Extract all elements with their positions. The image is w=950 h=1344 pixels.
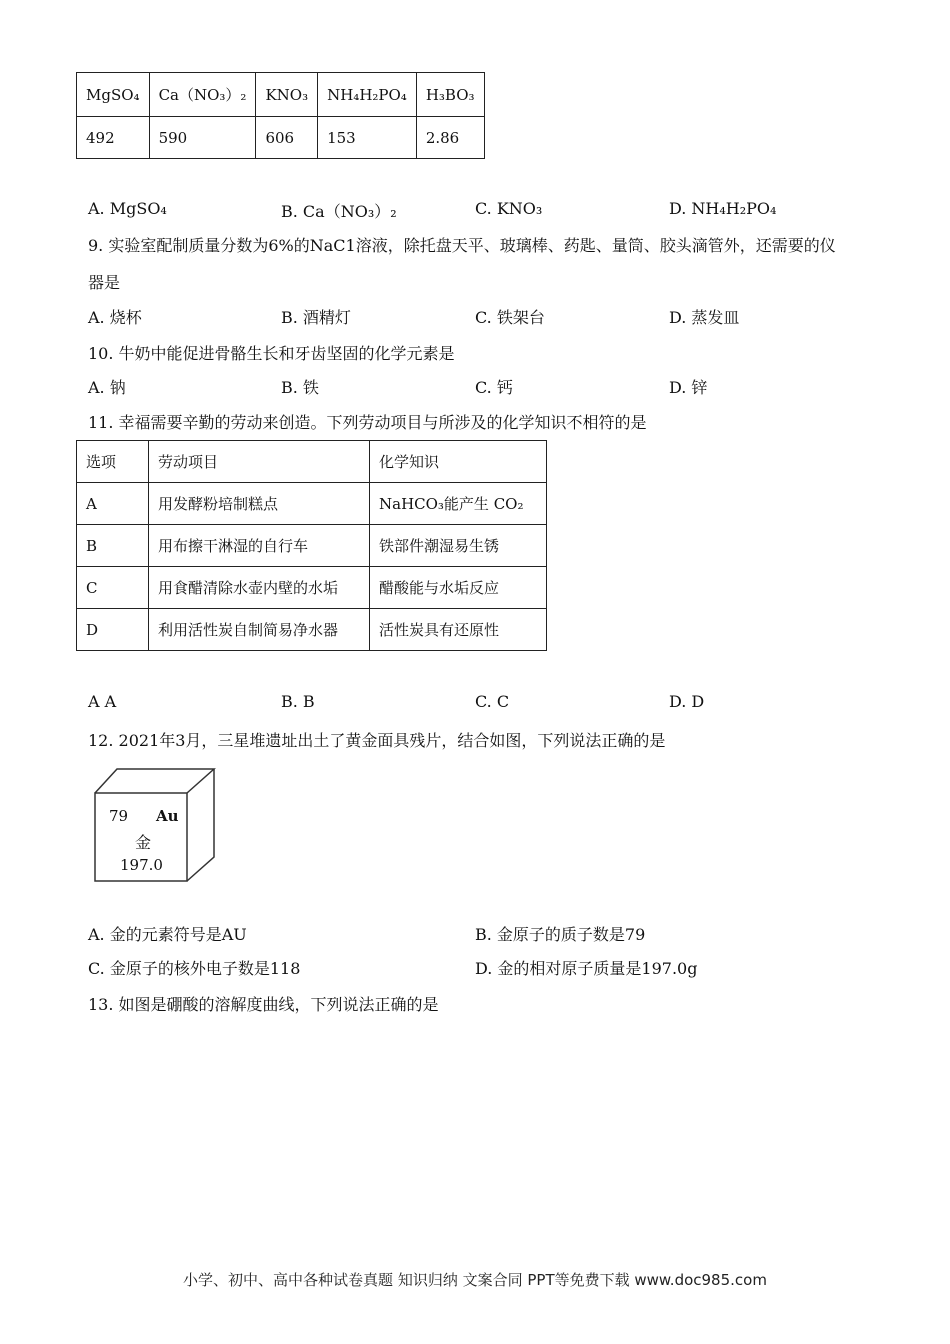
q10-option-b: B. 铁: [281, 378, 319, 397]
q9-stem-line2: 器是: [88, 273, 121, 292]
table-cell: 590: [149, 117, 256, 159]
table-header-cell: 化学知识: [370, 441, 547, 483]
q10-option-c: C. 钙: [475, 378, 513, 397]
table-cell: 用发酵粉培制糕点: [149, 483, 370, 525]
q9-stem-line1: 9. 实验室配制质量分数为6%的NaC1溶液，除托盘天平、玻璃棒、药匙、量筒、胶头滴管外，还需要的仪: [88, 236, 836, 255]
q12-option-d: D. 金的相对原子质量是197.0g: [475, 959, 698, 978]
page-footer: 小学、初中、高中各种试卷真题 知识归纳 文案合同 PPT等免费下载 www.doc985.com: [183, 1271, 767, 1289]
table-cell: 醋酸能与水垢反应: [370, 567, 547, 609]
q8-option-a: A. MgSO₄: [88, 199, 167, 218]
q10-stem: 10. 牛奶中能促进骨骼生长和牙齿坚固的化学元素是: [88, 344, 455, 363]
element-symbol: Au: [156, 807, 179, 825]
q12-option-a: A. 金的元素符号是AU: [88, 925, 247, 944]
q9-option-d: D. 蒸发皿: [669, 308, 740, 327]
table-cell: 606: [256, 117, 318, 159]
table-header-row: [77, 73, 485, 117]
table-header-cell: Ca（NO₃）₂: [149, 73, 256, 117]
table-header-cell: NH₄H₂PO₄: [318, 73, 417, 117]
q12-option-c: C. 金原子的核外电子数是118: [88, 959, 301, 978]
atomic-number: 79: [109, 807, 129, 825]
q10-option-a: A. 钠: [88, 378, 126, 397]
table-cell: C: [77, 567, 149, 609]
q8-option-c: C. KNO₃: [475, 199, 543, 218]
q9-option-c: C. 铁架台: [475, 308, 545, 327]
q11-option-d: D. D: [669, 692, 705, 711]
table-header-row: [77, 441, 547, 483]
table-cell: NaHCO₃能产生 CO₂: [370, 483, 547, 525]
table-cell: 用布擦干淋湿的自行车: [149, 525, 370, 567]
q8-option-d: D. NH₄H₂PO₄: [669, 199, 777, 218]
table-header-cell: KNO₃: [256, 73, 318, 117]
table-header-cell: MgSO₄: [77, 73, 150, 117]
q11-option-b: B. B: [281, 692, 315, 711]
table-header-cell: H₃BO₃: [416, 73, 484, 117]
q9-option-b: B. 酒精灯: [281, 308, 351, 327]
table-cell: D: [77, 609, 149, 651]
q11-option-c: C. C: [475, 692, 510, 711]
table-cell: 492: [77, 117, 150, 159]
table-header-cell: 劳动项目: [149, 441, 370, 483]
table-row: [77, 117, 485, 159]
table-cell: B: [77, 525, 149, 567]
table-row: [77, 483, 547, 525]
table-header-cell: 选项: [77, 441, 149, 483]
labor-table: [76, 440, 547, 651]
q10-option-d: D. 锌: [669, 378, 708, 397]
table-cell: A: [77, 483, 149, 525]
q11-stem: 11. 幸福需要辛勤的劳动来创造。下列劳动项目与所涉及的化学知识不相符的是: [88, 413, 647, 432]
q8-option-b: B. Ca（NO₃）₂: [281, 202, 397, 221]
table-cell: 铁部件潮湿易生锈: [370, 525, 547, 567]
q11-option-a: A A: [88, 692, 117, 711]
table-cell: 利用活性炭自制简易净水器: [149, 609, 370, 651]
table-cell: 153: [318, 117, 417, 159]
q9-option-a: A. 烧杯: [88, 308, 142, 327]
table-row: [77, 567, 547, 609]
table-row: [77, 609, 547, 651]
q12-stem: 12. 2021年3月，三星堆遗址出土了黄金面具残片，结合如图，下列说法正确的是: [88, 731, 666, 750]
atomic-mass: 197.0: [120, 856, 163, 874]
q12-option-b: B. 金原子的质子数是79: [475, 925, 646, 944]
element-name: 金: [135, 833, 152, 852]
table-cell: 用食醋清除水壶内壁的水垢: [149, 567, 370, 609]
table-cell: 活性炭具有还原性: [370, 609, 547, 651]
table-row: [77, 525, 547, 567]
q13-stem: 13. 如图是硼酸的溶解度曲线，下列说法正确的是: [88, 995, 439, 1014]
table-cell: 2.86: [416, 117, 484, 159]
solubility-table: [76, 72, 485, 159]
